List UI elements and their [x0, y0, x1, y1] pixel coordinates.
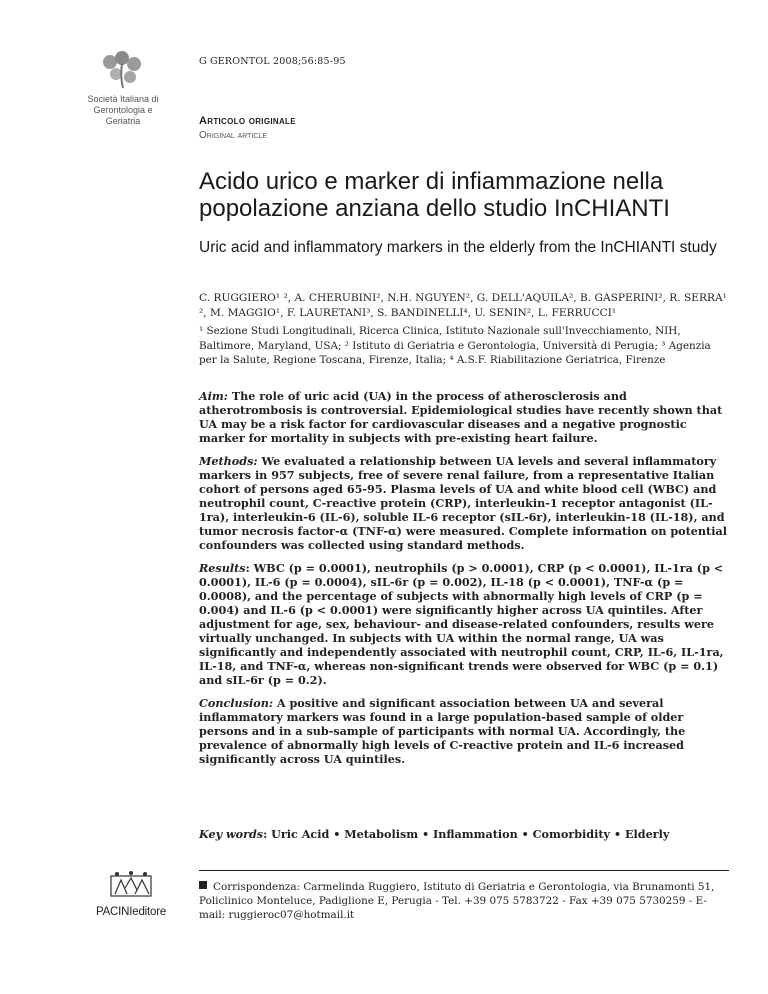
publisher-logo	[86, 870, 176, 918]
publisher-name: PACINIeditore	[95, 906, 167, 918]
affiliations: ¹ Sezione Studi Longitudinali, Ricerca Clinica, Istituto Nazionale sull'Invecchiamento, NIH, Baltimore, Maryland, USA; ² Istituto di Geriatria e Gerontologia, Università di Perugia; ³ Agenzia per la Salute, Regione Toscana, Firenze, Italia; ⁴ A.S.F. Riabilitazione Geriatrica, Firenze	[199, 325, 711, 366]
aim-text: The role of uric acid (UA) in the process of atherosclerosis and atherotrombosis is controversial. Epidemiological studies have recently shown that UA may be a risk factor for cardiovascular diseases and a negative prognostic marker for mortality in subjects with pre-existing heart failure.	[199, 389, 723, 445]
abstract-conclusion	[199, 696, 729, 766]
methods-text: We evaluated a relationship between UA levels and several inflammatory markers in 957 subjects, free of severe renal failure, from a representative Italian cohort of persons aged 65-95. Plasma levels of UA and white blood cell (WBC) and neutrophil count, C-reactive protein (CRP), interleukin-1 receptor antagonist (IL-1ra), interleukin-6 (IL-6), soluble IL-6 receptor (sIL-6r), interleukin-18 (IL-18), and tumor necrosis factor-α (TNF-α) were measured. Complete information on potential confounders was collected using standard methods.	[199, 454, 727, 552]
keywords-text: : Uric Acid • Metabolism • Inflammation • Comorbidity • Elderly	[263, 827, 670, 841]
keywords-label: Key words	[199, 827, 264, 841]
article-subtitle: Uric acid and inflammatory markers in the elderly from the InCHIANTI study	[199, 239, 717, 256]
conclusion-text: A positive and significant association between UA and several inflammatory markers was found in a large population-based sample of older persons and in a sub-sample of participants with normal UA. Accordingly, the prevalence of abnormally high levels of C-reactive protein and IL-6 increased significantly across UA quintiles.	[199, 696, 686, 766]
aim-label: Aim:	[199, 389, 228, 403]
abstract-aim	[199, 389, 729, 445]
journal-reference: G GERONTOL 2008;56:85-95	[199, 56, 346, 67]
article-type-english: Original article	[199, 130, 267, 141]
abstract	[199, 389, 729, 775]
conclusion-label: Conclusion:	[199, 696, 273, 710]
article-title: Acido urico e marker di infiammazione nella popolazione anziana dello studio InCHIANTI	[199, 168, 670, 222]
keywords	[199, 827, 729, 841]
article-type-italian: Articolo originale	[199, 115, 296, 127]
results-text: : WBC (p = 0.0001), neutrophils (p > 0.0001), CRP (p < 0.0001), IL-1ra (p < 0.0001), IL-6 (p = 0.0004), sIL-6r (p = 0.002), IL-18 (p < 0.0001), TNF-α (p = 0.0008), and the percentage of subjects with abnormally high levels of CRP (p = 0.004) and IL-6 (p < 0.0001) were significantly higher across UA quintiles. After adjustment for age, sex, behaviour- and disease-related confounders, results were virtually unchanged. In subjects with UA within the normal range, UA was significantly and independently associated with neutrophil count, CRP, IL-6, IL-1ra, IL-18, and TNF-α, whereas non-significant trends were observed for WBC (p = 0.1) and sIL-6r (p = 0.2).	[199, 561, 724, 687]
publisher-emblem-icon	[109, 870, 153, 902]
correspondence-text: Corrispondenza: Carmelinda Ruggiero, Istituto di Geriatria e Gerontologia, via Brunamonti 51, Policlinico Monteluce, Padiglione E, Perugia - Tel. +39 075 5783722 - Fax +39 075 5730259 - E-mail: ruggieroc07@hotmail.it	[199, 881, 715, 921]
society-emblem-icon	[100, 50, 146, 90]
divider	[199, 870, 729, 871]
bullet-square-icon	[199, 881, 207, 889]
author-list: C. RUGGIERO¹ ², A. CHERUBINI², N.H. NGUYEN², G. DELL'AQUILA², B. GASPERINI², R. SERRA¹ ², M. MAGGIO¹, F. LAURETANI³, S. BANDINELLI⁴, U. SENIN², L. FERRUCCI¹	[199, 292, 727, 319]
abstract-methods	[199, 454, 729, 552]
methods-label: Methods:	[199, 454, 258, 468]
correspondence	[199, 880, 729, 922]
results-label: Results	[199, 561, 246, 575]
abstract-results	[199, 561, 729, 687]
society-logo	[78, 50, 168, 127]
article-type	[199, 115, 296, 141]
society-name: Società Italiana di Gerontologia e Geriatria	[87, 94, 159, 126]
